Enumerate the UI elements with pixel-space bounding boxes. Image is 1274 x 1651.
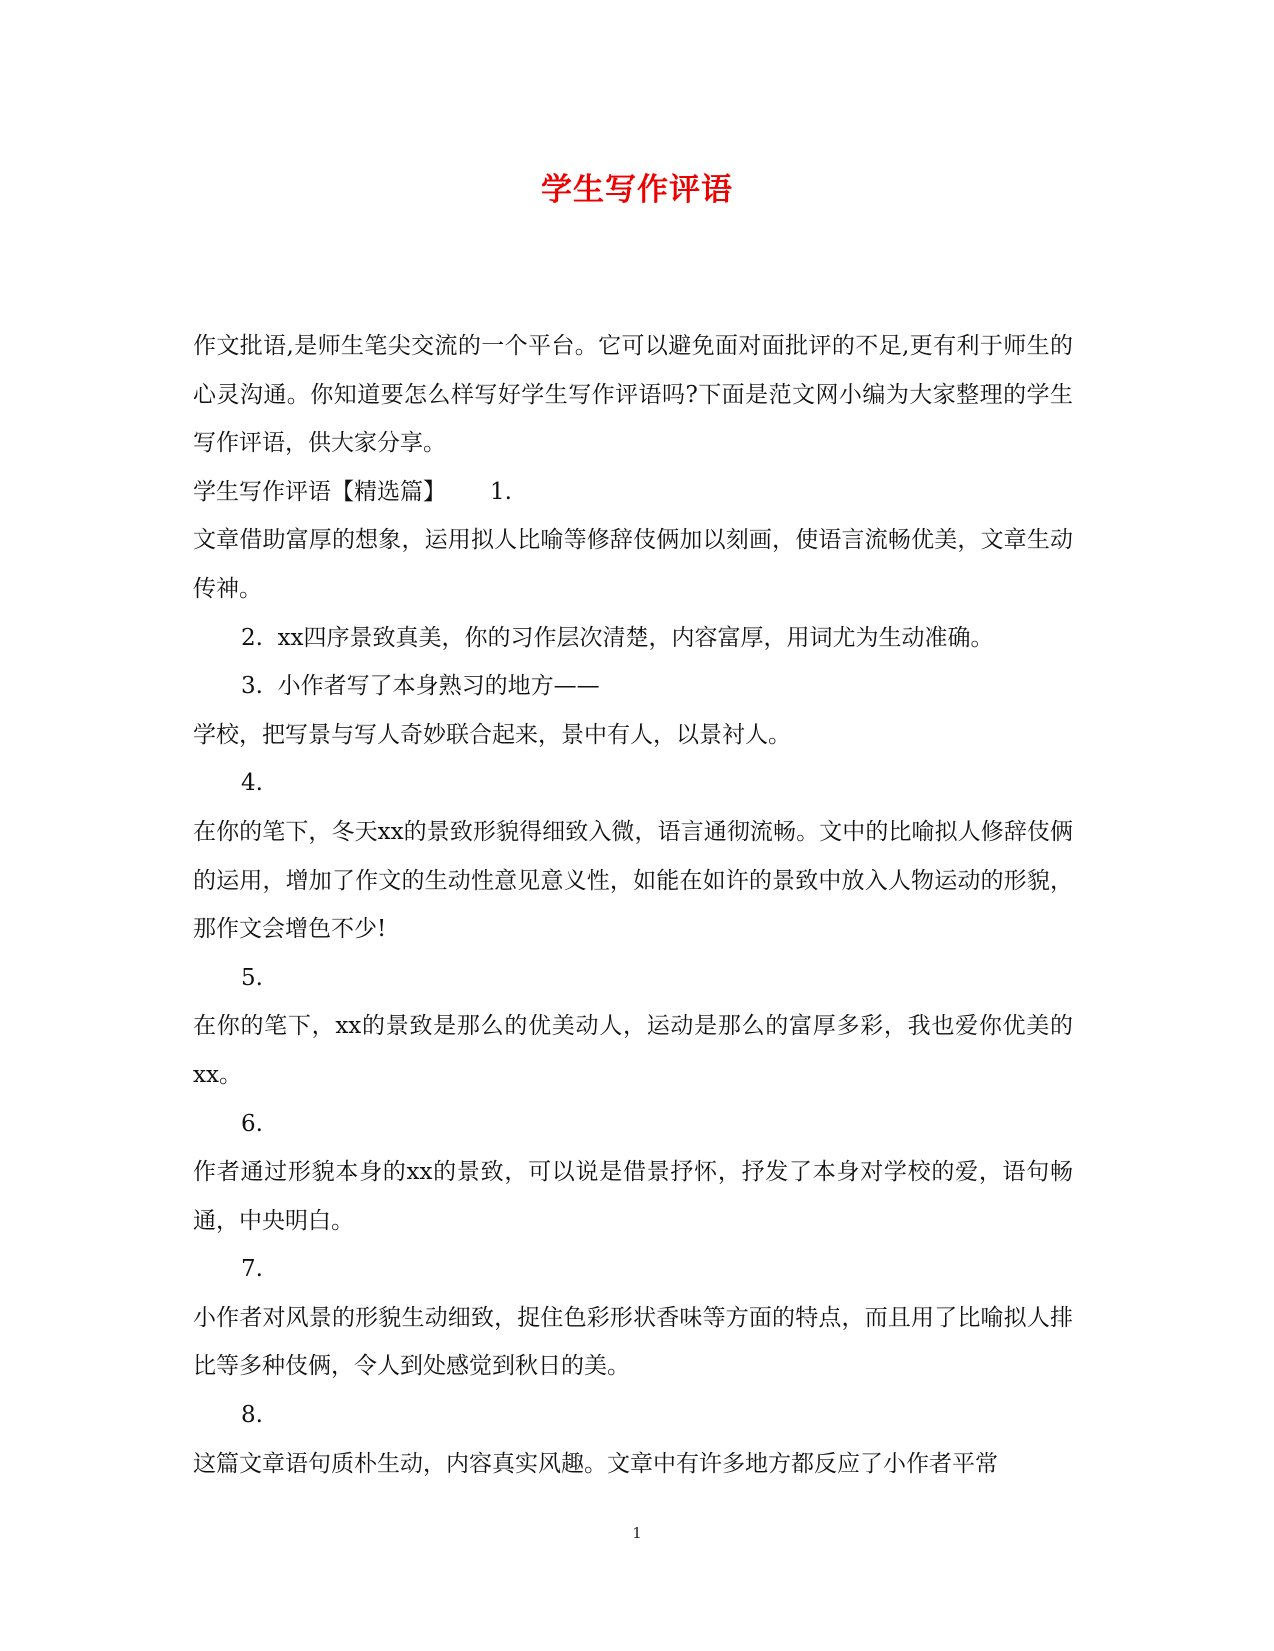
item-2-number: 2. [241,624,263,651]
item-2 [193,614,1073,663]
item-1-text: 文章借助富厚的想象，运用拟人比喻等修辞伎俩加以刻画，使语言流畅优美，文章生动传神。 [193,527,1073,602]
item-8-text: 这篇文章语句质朴生动，内容真实风趣。文章中有许多地方都反应了小作者平常 [193,1450,998,1477]
item-5-number: 5. [241,964,263,991]
intro-paragraph: 作文批语,是师生笔尖交流的一个平台。它可以避免面对面批评的不足,更有利于师生的心灵沟通。你知道要怎么样写好学生写作评语吗?下面是范文网小编为大家整理的学生写作评语，供大家分享。 [193,333,1073,457]
document-title: 学生写作评语 [541,172,733,208]
item-1-number: 1. [490,478,512,505]
item-7-number: 7. [241,1256,263,1283]
item-6-number: 6. [241,1110,263,1137]
item-3-number: 3. [241,673,263,700]
item-5-text: 在你的笔下，xx的景致是那么的优美动人，运动是那么的富厚多彩，我也爱你优美的xx。 [193,1013,1073,1088]
section-heading-line [193,468,1073,517]
item-4-text: 在你的笔下，冬天xx的景致形貌得细致入微，语言通彻流畅。文中的比喻拟人修辞伎俩的运用，增加了作文的生动性意见意义性，如能在如许的景致中放入人物运动的形貌，那作文会增色不少! [193,818,1073,943]
document-body [193,322,1073,1488]
section-heading: 学生写作评语【精选篇】 [193,478,446,505]
item-4-number: 4. [241,770,263,797]
page-number: 1 [632,1524,642,1542]
item-2-text: xx四序景致真美，你的习作层次清楚，内容富厚，用词尤为生动准确。 [277,624,994,651]
item-7-text: 小作者对风景的形貌生动细致，捉住色彩形状香味等方面的特点，而且用了比喻拟人排比等多种伎俩，令人到处感觉到秋日的美。 [193,1304,1073,1380]
item-3 [193,662,1073,711]
item-3-text-rest: 学校，把写景与写人奇妙联合起来，景中有人，以景衬人。 [193,721,791,748]
item-3-text-first: 小作者写了本身熟习的地方—— [277,673,600,700]
item-6-text: 作者通过形貌本身的xx的景致，可以说是借景抒怀，抒发了本身对学校的爱，语句畅通，中央明白。 [193,1159,1073,1234]
item-8-number: 8. [241,1402,263,1429]
